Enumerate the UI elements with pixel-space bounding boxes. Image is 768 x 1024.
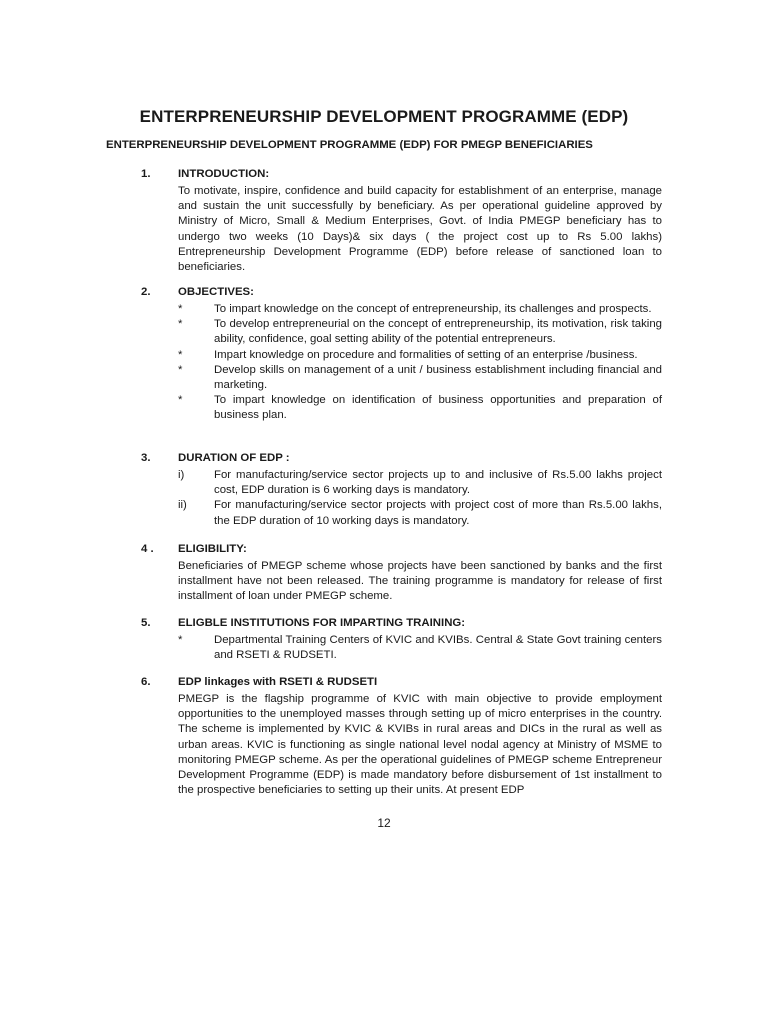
section-paragraph: Beneficiaries of PMEGP scheme whose projects have been sanctioned by banks and the first installment have not been released. The training programme is mandatory for release of first installment of loan under PMEGP scheme. [178, 560, 662, 603]
list-item-text: To develop entrepreneurial on the concept of entrepreneurship, its motivation, risk taking ability, confidence, goal setting ability of the potential entrepreneurs. [214, 318, 662, 346]
list-item [178, 633, 662, 663]
list-item [178, 317, 662, 347]
section-heading: DURATION OF EDP : [178, 452, 290, 464]
list-item-text: For manufacturing/service sector projects up to and inclusive of Rs.5.00 lakhs project cost, EDP duration is 6 working days is mandatory. [214, 469, 662, 497]
bullet-mark: * [178, 394, 183, 407]
list-item-text: Impart knowledge on procedure and formalities of setting of an enterprise /business. [214, 348, 638, 361]
page-number: 12 [377, 816, 391, 830]
list-item-text: To impart knowledge on identification of business opportunities and preparation of business plan. [214, 394, 662, 422]
section-number: 5. [141, 617, 151, 629]
section-paragraph: PMEGP is the flagship programme of KVIC with main objective to provide employment opportunities to the unemployed masses through setting up of micro enterprises in the country. The scheme is implemented by KVIC & KVIBs in rural areas and DICs in the rural as well as urban areas. KVIC is functioning as single national level nodal agency at Ministry of MSME to monitoring PMEGP scheme. As per the operational guidelines of PMEGP scheme Entrepreneur Development Programme (EDP) is made mandatory before disbursement of 1st installment to the prospective beneficiaries to setting up their units. At present EDP [178, 693, 662, 797]
list-item-text: Departmental Training Centers of KVIC and KVIBs. Central & State Govt training centers and RSETI & RUDSETI. [214, 634, 662, 662]
list-marker: i) [178, 469, 185, 481]
objectives-list [178, 302, 662, 424]
bullet-mark: * [178, 348, 183, 361]
list-item [178, 498, 662, 528]
list-item [178, 302, 662, 317]
bullet-mark: * [178, 303, 183, 315]
section-number: 4 . [141, 543, 154, 555]
list-item [178, 348, 662, 363]
duration-list [178, 468, 662, 529]
section-heading: ELIGIBILITY: [178, 543, 247, 555]
list-item [178, 468, 662, 498]
list-item-text: Develop skills on management of a unit / business establishment including financial and marketing. [214, 363, 662, 392]
section-number: 1. [141, 168, 151, 180]
bullet-mark: * [178, 634, 183, 646]
bullet-mark: * [178, 318, 183, 331]
section-paragraph: To motivate, inspire, confidence and build capacity for establishment of an enterprise, manage and sustain the unit successfully by beneficiary. As per operational guideline approved by Ministry of Micro, Small & Medium Enterprises, Govt. of India PMEGP beneficiary has to undergo two weeks (10 Days)& six days ( the project cost up to Rs 5.00 lakhs) Entrepreneurship Development Programme (EDP) before release of sanctioned loan to beneficiaries. [178, 185, 662, 274]
page-subtitle: ENTERPRENEURSHIP DEVELOPMENT PROGRAMME (EDP) FOR PMEGP BENEFICIARIES [106, 139, 593, 151]
list-item [178, 393, 662, 423]
section-number: 6. [141, 676, 151, 688]
list-item [178, 363, 662, 393]
list-item-text: For manufacturing/service sector projects with project cost of more than Rs.5.00 lakhs, the EDP duration of 10 working days is mandatory. [214, 499, 662, 527]
institutions-list [178, 633, 662, 663]
section-heading: EDP linkages with RSETI & RUDSETI [178, 676, 378, 688]
section-heading: OBJECTIVES: [178, 286, 254, 298]
section-heading: ELIGBLE INSTITUTIONS FOR IMPARTING TRAINING: [178, 617, 466, 629]
section-number: 2. [141, 286, 151, 298]
section-number: 3. [141, 452, 151, 464]
section-heading: INTRODUCTION: [178, 168, 270, 180]
bullet-mark: * [178, 363, 183, 376]
page-title: ENTERPRENEURSHIP DEVELOPMENT PROGRAMME (EDP) [139, 107, 629, 126]
list-item-text: To impart knowledge on the concept of entrepreneurship, its challenges and prospects. [214, 303, 652, 315]
list-marker: ii) [178, 499, 187, 512]
